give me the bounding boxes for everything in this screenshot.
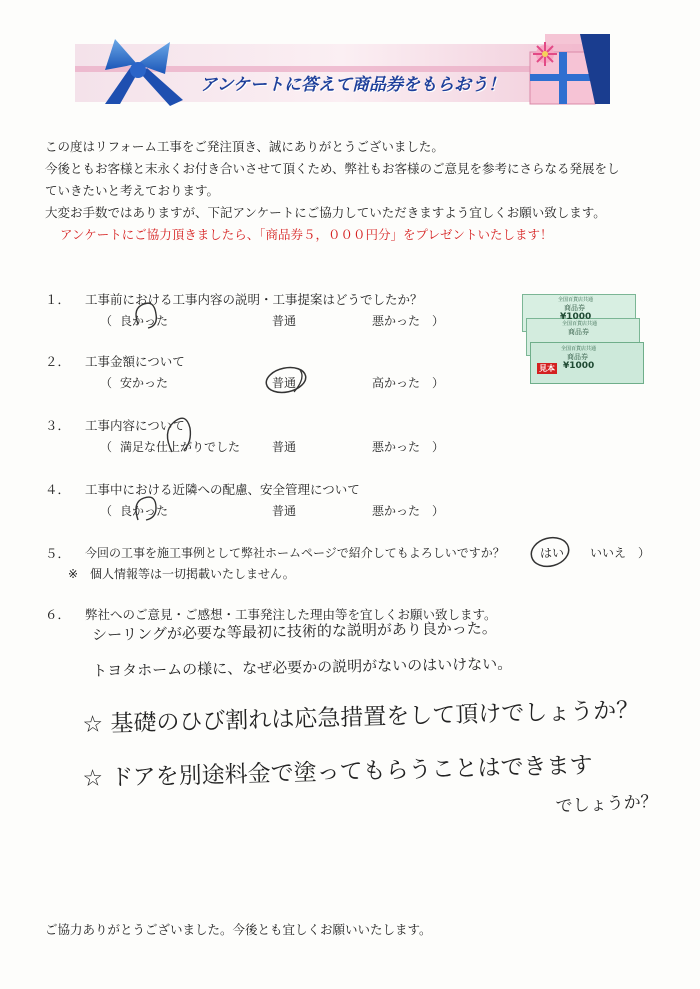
present-notice: アンケートにご協力頂きましたら、「商品券５，０００円分」をプレゼントいたします！: [60, 227, 553, 242]
q5-number: ５．: [45, 546, 71, 561]
handwritten-line-1: シーリングが必要な等最初に技術的な説明があり良かった。: [92, 618, 497, 644]
q4-selection-mark: [128, 492, 178, 524]
voucher-sample-stamp: 見本: [539, 364, 555, 373]
handwritten-line-2: トヨタホームの様に、なぜ必要かの説明がないのはいけない。: [92, 654, 513, 680]
q3-number: ３．: [45, 418, 71, 433]
q1-option-normal[interactable]: 普通: [272, 314, 297, 328]
q6-number: ６．: [45, 607, 71, 622]
handwritten-line-4: ☆ ドアを別途料金で塗ってもらうことはできます: [82, 752, 593, 792]
q1-option-good[interactable]: 良かった: [120, 314, 169, 328]
q3-option-bad[interactable]: 悪かった: [372, 440, 421, 454]
intro-line-1: この度はリフォーム工事をご発注頂き、誠にありがとうございました。: [45, 139, 444, 154]
intro-line-3: ていきたいと考えております。: [45, 183, 220, 198]
banner-title: アンケートに答えて商品券をもらおう！: [200, 75, 505, 95]
q5-option-no[interactable]: いいえ: [590, 546, 627, 560]
q3-selection-mark: [160, 412, 210, 458]
q1-number: １．: [45, 292, 71, 307]
q6-text: 弊社へのご意見・ご感想・工事発注した理由等を宜しくお願い致します。: [85, 607, 497, 622]
q1-option-bad[interactable]: 悪かった: [372, 314, 421, 328]
privacy-note: ※ 個人情報等は一切掲載いたしません。: [68, 567, 295, 581]
closing-message: ご協力ありがとうございました。今後とも宜しくお願いいたします。: [45, 922, 432, 937]
q4-number: ４．: [45, 482, 71, 497]
q2-option-normal[interactable]: 普通: [272, 376, 297, 390]
q4-option-normal[interactable]: 普通: [272, 504, 297, 518]
voucher-amount: ¥1000: [563, 361, 595, 371]
q2-option-cheap[interactable]: 安かった: [120, 376, 169, 390]
handwritten-line-5: でしょうか？: [555, 791, 659, 817]
q2-number: ２．: [45, 354, 71, 369]
intro-line-2: 今後ともお客様と末永くお付き合いさせて頂くため、弊社もお客様のご意見を参考にさらなる発展をし: [45, 161, 620, 176]
intro-line-4: 大変お手数ではありますが、下記アンケートにご協力していただきますよう宜しくお願い致します。: [45, 205, 606, 220]
voucher-image: 全国百貨店共通 商品券 ¥1000 見本 全国百貨店共通 商品券 ¥1000 全国百貨店共通 商品券: [522, 294, 642, 386]
q3-option-normal[interactable]: 普通: [272, 440, 297, 454]
q1-selection-mark: [130, 300, 180, 332]
voucher-name: 商品券: [567, 353, 588, 361]
q5-option-yes[interactable]: はい: [540, 546, 565, 560]
q3-text: 工事内容について: [85, 418, 185, 433]
q4-option-good[interactable]: 良かった: [120, 504, 169, 518]
handwritten-line-3: ☆ 基礎のひび割れは応急措置をして頂けでしょうか？: [82, 697, 640, 738]
q5-selection-mark: [526, 530, 576, 572]
q2-text: 工事金額について: [85, 354, 185, 369]
q2-option-expensive[interactable]: 高かった: [372, 376, 421, 390]
q4-text: 工事中における近隣への配慮、安全管理について: [85, 482, 360, 497]
q4-option-bad[interactable]: 悪かった: [372, 504, 421, 518]
voucher-issuer: 全国百貨店共通: [561, 346, 597, 352]
q3-option-satisfied[interactable]: 満足な仕上がりでした: [120, 440, 241, 454]
q2-selection-mark: [264, 364, 314, 400]
q1-text: 工事前における工事内容の説明・工事提案はどうでしたか？: [85, 292, 423, 307]
q5-text: 今回の工事を施工事例として弊社ホームページで紹介してもよろしいですか？: [85, 546, 505, 560]
